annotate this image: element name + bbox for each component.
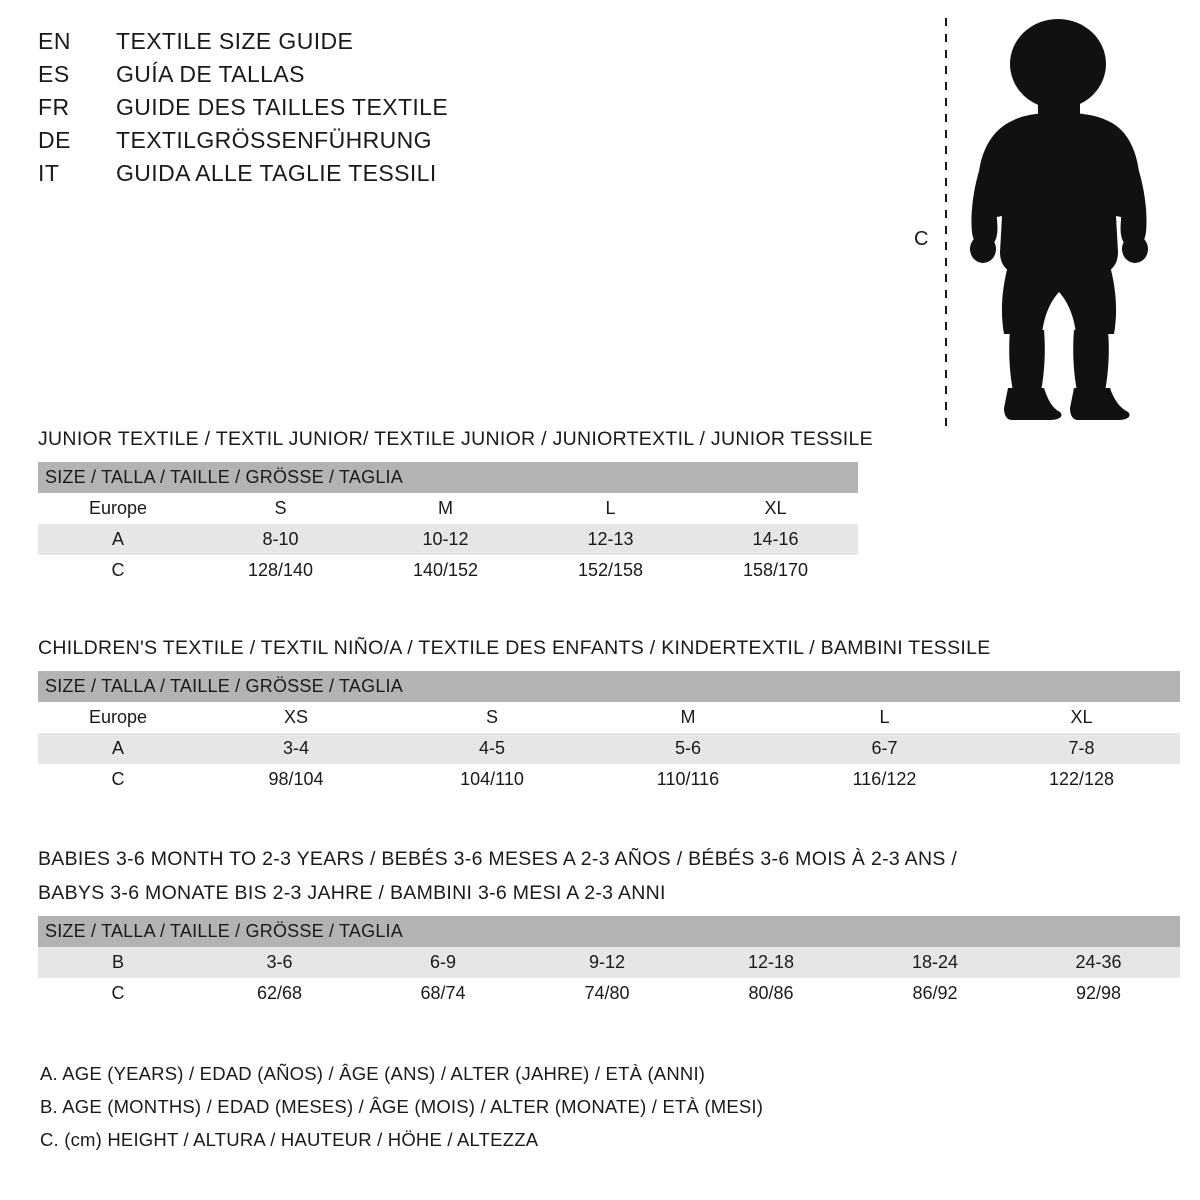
table-cell: 3-6 bbox=[198, 947, 361, 978]
size-header: XL bbox=[983, 702, 1180, 733]
table-band-row bbox=[38, 671, 1180, 702]
header-block bbox=[38, 28, 678, 193]
table-cell: 86/92 bbox=[853, 978, 1017, 1009]
table-cell: 3-4 bbox=[198, 733, 394, 764]
section-title-line2: BABYS 3-6 MONATE BIS 2-3 JAHRE / BAMBINI 3-6 MESI A 2-3 ANNI bbox=[38, 882, 666, 904]
legend-item-b: B. AGE (MONTHS) / EDAD (MESES) / ÂGE (MOIS) / ALTER (MONATE) / ETÀ (MESI) bbox=[40, 1096, 764, 1117]
table-cell: 8-10 bbox=[198, 524, 363, 555]
measure-label-c: C bbox=[914, 228, 929, 250]
size-header: L bbox=[786, 702, 983, 733]
table-cell: 116/122 bbox=[786, 764, 983, 795]
page-title-fr: GUIDE DES TAILLES TEXTILE bbox=[116, 94, 449, 120]
page-title-de: TEXTILGRÖSSENFÜHRUNG bbox=[116, 127, 432, 153]
band-label: SIZE / TALLA / TAILLE / GRÖSSE / TAGLIA bbox=[38, 916, 1180, 947]
table-cell: 24-36 bbox=[1017, 947, 1180, 978]
row-label: A bbox=[38, 733, 198, 764]
page-title-es: GUÍA DE TALLAS bbox=[116, 61, 305, 87]
table-row bbox=[38, 764, 1180, 795]
size-header: S bbox=[394, 702, 590, 733]
table-row bbox=[38, 555, 858, 586]
header-row bbox=[38, 127, 678, 154]
size-header: XL bbox=[693, 493, 858, 524]
table-cell: 68/74 bbox=[361, 978, 525, 1009]
junior-size-table bbox=[38, 462, 858, 586]
section-children bbox=[38, 637, 1180, 795]
babies-size-table bbox=[38, 916, 1180, 1009]
section-title: CHILDREN'S TEXTILE / TEXTIL NIÑO/A / TEXTILE DES ENFANTS / KINDERTEXTIL / BAMBINI TESSILE bbox=[38, 637, 991, 659]
height-measure-figure bbox=[900, 10, 1180, 430]
section-babies bbox=[38, 848, 1180, 1009]
row-label: Europe bbox=[38, 493, 198, 524]
table-cell: 140/152 bbox=[363, 555, 528, 586]
table-cell: 74/80 bbox=[525, 978, 689, 1009]
row-label: A bbox=[38, 524, 198, 555]
page-title: TEXTILE SIZE GUIDE bbox=[116, 28, 354, 54]
table-cell: 12-18 bbox=[689, 947, 853, 978]
table-cell: 128/140 bbox=[198, 555, 363, 586]
table-cell: 80/86 bbox=[689, 978, 853, 1009]
size-header: M bbox=[590, 702, 786, 733]
legend-block bbox=[40, 1063, 940, 1162]
table-row bbox=[38, 947, 1180, 978]
table-cell: 6-9 bbox=[361, 947, 525, 978]
table-cell: 18-24 bbox=[853, 947, 1017, 978]
table-cell: 110/116 bbox=[590, 764, 786, 795]
table-cell: 6-7 bbox=[786, 733, 983, 764]
table-cell: 14-16 bbox=[693, 524, 858, 555]
table-cell: 98/104 bbox=[198, 764, 394, 795]
legend-item-c: C. (cm) HEIGHT / ALTURA / HAUTEUR / HÖHE / ALTEZZA bbox=[40, 1129, 539, 1150]
size-header: XS bbox=[198, 702, 394, 733]
table-row bbox=[38, 978, 1180, 1009]
table-row bbox=[38, 733, 1180, 764]
table-cell: 122/128 bbox=[983, 764, 1180, 795]
header-row bbox=[38, 61, 678, 88]
table-cell: 12-13 bbox=[528, 524, 693, 555]
size-header: S bbox=[198, 493, 363, 524]
row-label: Europe bbox=[38, 702, 198, 733]
table-band-row bbox=[38, 916, 1180, 947]
row-label: C bbox=[38, 978, 198, 1009]
language-code: ES bbox=[38, 61, 70, 87]
language-code: EN bbox=[38, 28, 71, 54]
child-silhouette-icon bbox=[940, 16, 1170, 426]
row-label: C bbox=[38, 555, 198, 586]
section-title: BABIES 3-6 MONTH TO 2-3 YEARS / BEBÉS 3-6 MESES A 2-3 AÑOS / BÉBÉS 3-6 MOIS À 2-3 ANS / bbox=[38, 848, 958, 870]
table-row bbox=[38, 493, 858, 524]
size-header: M bbox=[363, 493, 528, 524]
row-label: C bbox=[38, 764, 198, 795]
section-junior bbox=[38, 428, 873, 586]
table-cell: 4-5 bbox=[394, 733, 590, 764]
band-label: SIZE / TALLA / TAILLE / GRÖSSE / TAGLIA bbox=[38, 462, 858, 493]
table-cell: 152/158 bbox=[528, 555, 693, 586]
row-label: B bbox=[38, 947, 198, 978]
table-row bbox=[38, 524, 858, 555]
page-title-it: GUIDA ALLE TAGLIE TESSILI bbox=[116, 160, 437, 186]
table-band-row bbox=[38, 462, 858, 493]
header-row bbox=[38, 160, 678, 187]
table-cell: 9-12 bbox=[525, 947, 689, 978]
table-cell: 7-8 bbox=[983, 733, 1180, 764]
language-code: FR bbox=[38, 94, 70, 120]
table-cell: 92/98 bbox=[1017, 978, 1180, 1009]
legend-item-a: A. AGE (YEARS) / EDAD (AÑOS) / ÂGE (ANS) / ALTER (JAHRE) / ETÀ (ANNI) bbox=[40, 1063, 706, 1084]
band-label: SIZE / TALLA / TAILLE / GRÖSSE / TAGLIA bbox=[38, 671, 1180, 702]
language-code: IT bbox=[38, 160, 60, 186]
table-cell: 158/170 bbox=[693, 555, 858, 586]
table-cell: 5-6 bbox=[590, 733, 786, 764]
header-row bbox=[38, 28, 678, 55]
table-cell: 62/68 bbox=[198, 978, 361, 1009]
table-cell: 104/110 bbox=[394, 764, 590, 795]
table-cell: 10-12 bbox=[363, 524, 528, 555]
table-row bbox=[38, 702, 1180, 733]
header-row bbox=[38, 94, 678, 121]
section-title: JUNIOR TEXTILE / TEXTIL JUNIOR/ TEXTILE JUNIOR / JUNIORTEXTIL / JUNIOR TESSILE bbox=[38, 428, 873, 450]
children-size-table bbox=[38, 671, 1180, 795]
size-header: L bbox=[528, 493, 693, 524]
language-code: DE bbox=[38, 127, 71, 153]
